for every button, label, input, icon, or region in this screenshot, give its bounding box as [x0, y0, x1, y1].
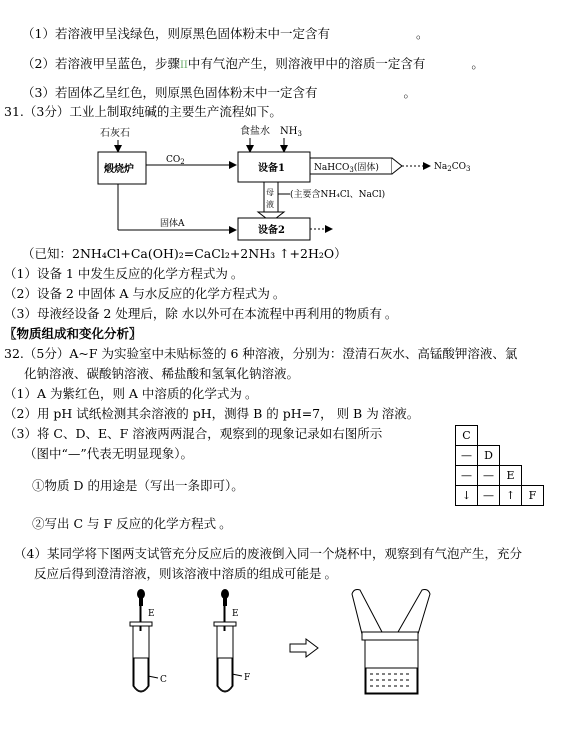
grid-cell: F	[522, 486, 544, 506]
mother-label-2: 液	[266, 200, 274, 209]
device2-label: 设备2	[258, 225, 285, 236]
svg-text:F: F	[244, 673, 251, 683]
nahco3-label: NaHCO$_3$(固体)	[314, 163, 379, 174]
left-test-tube	[130, 589, 167, 692]
grid-cell: ↓	[456, 486, 478, 506]
q30-part2: （2）若溶液甲呈蓝色，步骤II中有气泡产生，则溶液甲中的溶质一定含有 。	[22, 56, 484, 71]
q32-part4: （4）某同学将下图两支试管充分反应后的废液倒入同一个烧杯中，观察到有气泡产生，充分	[14, 546, 522, 561]
grid-cell: —	[478, 486, 500, 506]
furnace-label: 煅烧炉	[104, 164, 134, 175]
q32-part3: （3）将 C、D、E、F 溶液两两混合，观察到的现象记录如右图所示	[4, 426, 383, 441]
q32-part1: （1）A 为紫红色，则 A 中溶质的化学式为 。	[4, 386, 258, 401]
grid-cell: —	[456, 466, 478, 486]
limestone-label: 石灰石	[100, 128, 130, 139]
right-test-tube	[214, 589, 250, 692]
table-row	[456, 486, 544, 506]
grid-cell: ↑	[500, 486, 522, 506]
co2-label: $CO_2$	[166, 155, 185, 166]
known-equation: （已知：2NH₄Cl+Ca(OH)₂=CaCl₂+2NH₃ ↑+2H₂O）	[22, 246, 347, 261]
step-mark: II	[179, 60, 188, 71]
grid-cell: —	[478, 466, 500, 486]
q31-part1: （1）设备 1 中发生反应的化学方程式为 。	[4, 266, 244, 281]
svg-text:E: E	[232, 609, 239, 619]
q30-part3: （3）若固体乙呈红色，则原黑色固体粉末中一定含有 。	[22, 85, 416, 100]
mother-label-1: 母	[266, 188, 274, 197]
q32-part3-i: ①物质 D 的用途是（写出一条即可）。	[32, 478, 244, 493]
grid-cell: D	[478, 446, 500, 466]
q31-title: 31.（3分）工业上制取纯碱的主要生产流程如下。	[4, 104, 282, 119]
grid-cell: E	[500, 466, 522, 486]
table-row	[456, 466, 544, 486]
device1-label: 设备1	[258, 163, 285, 174]
svg-text:C: C	[160, 675, 167, 685]
svg-text:E: E	[148, 609, 155, 619]
grid-cell: C	[456, 426, 478, 446]
mother-liquor-note: (主要含NH₄Cl、NaCl)	[290, 190, 386, 200]
table-row	[456, 426, 544, 446]
q32-part4-cont: 反应后得到澄清溶液，则该溶液中溶质的组成可能是 。	[34, 566, 338, 581]
section-heading: 〖物质组成和变化分析〗	[4, 326, 142, 341]
q32-part3-cont: （图中“—”代表无明显现象）。	[24, 446, 194, 461]
test-tube-illustration	[100, 586, 480, 706]
q32-title-cont: 化钠溶液、碳酸钠溶液、稀盐酸和氢氧化钠溶液。	[24, 366, 300, 381]
q32-title: 32.（5分）A~F 为实验室中未贴标签的 6 种溶液，分别为：澄清石灰水、高锰酸钾溶液、氯	[4, 346, 518, 361]
grid-cell: —	[456, 446, 478, 466]
q31-part3: （3）母液经设备 2 处理后，除 水以外可在本流程中再利用的物质有 。	[4, 306, 398, 321]
process-flow-diagram	[90, 122, 510, 242]
q30-part1: （1）若溶液甲呈浅绿色，则原黑色固体粉末中一定含有 。	[22, 26, 429, 41]
pour-arrow	[290, 639, 318, 657]
brine-label: 食盐水	[240, 126, 270, 137]
na2co3-label: $Na_2CO_3$	[434, 162, 471, 173]
solid-a-label: 固体A	[160, 219, 185, 229]
q32-part2: （2）用 pH 试纸检测其余溶液的 pH，测得 B 的 pH=7， 则 B 为 溶液。	[4, 406, 420, 421]
table-row	[456, 446, 544, 466]
beaker	[352, 590, 430, 695]
nh3-label: $NH_3$	[280, 126, 302, 138]
q32-part3-ii: ②写出 C 与 F 反应的化学方程式 。	[32, 516, 232, 531]
q31-part2: （2）设备 2 中固体 A 与水反应的化学方程式为 。	[4, 286, 286, 301]
observation-table	[455, 425, 544, 506]
